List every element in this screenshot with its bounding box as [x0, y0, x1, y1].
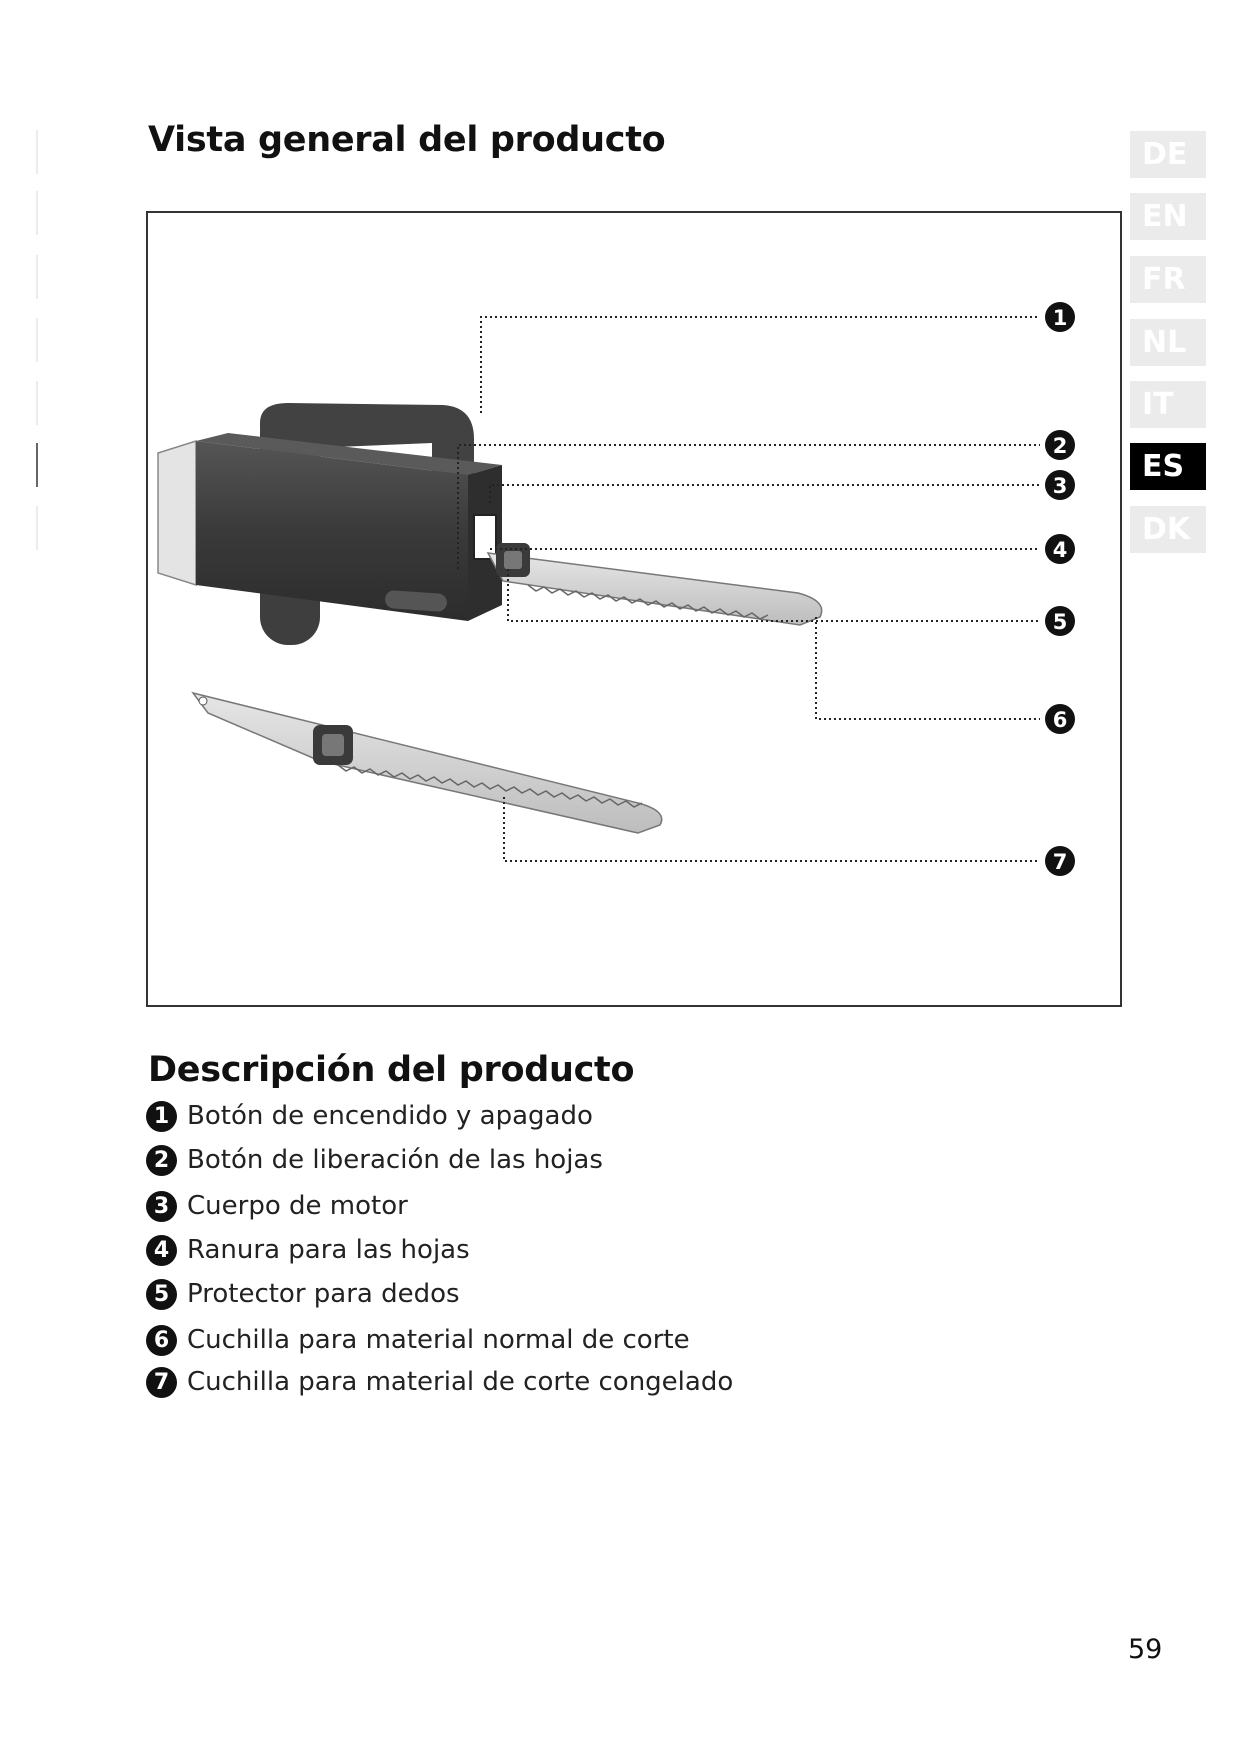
left-mark: [36, 318, 38, 362]
number-badge: 1: [146, 1101, 177, 1132]
left-mark: [36, 506, 38, 550]
list-item: [146, 1322, 690, 1358]
callout-5: [1045, 606, 1075, 636]
lang-tab-it[interactable]: IT: [1130, 381, 1206, 428]
callout-markers: [1045, 302, 1075, 876]
number-badge: 7: [146, 1367, 177, 1398]
section-title: Descripción del producto: [148, 1050, 635, 1090]
callout-2: [1045, 430, 1075, 460]
page-title: Vista general del producto: [148, 120, 666, 160]
list-item: [146, 1098, 593, 1134]
list-item: [146, 1364, 733, 1400]
list-item: [146, 1232, 470, 1268]
product-illustration: [148, 213, 1120, 1005]
list-item: [146, 1142, 603, 1178]
number-badge: 5: [146, 1279, 177, 1310]
callout-4: [1045, 534, 1075, 564]
motor-body: [158, 433, 502, 621]
number-badge: 3: [146, 1191, 177, 1222]
svg-text:1: 1: [1052, 306, 1068, 330]
left-mark: [36, 130, 38, 174]
svg-text:2: 2: [1052, 434, 1068, 458]
left-mark-active: [36, 443, 38, 487]
left-mark: [36, 191, 38, 235]
list-item-text: Ranura para las hojas: [187, 1235, 470, 1265]
list-item: [146, 1188, 408, 1224]
callout-1: [1045, 302, 1075, 332]
list-item-text: Cuchilla para material normal de corte: [187, 1325, 690, 1355]
blade-attached: [488, 543, 822, 625]
lang-tab-nl[interactable]: NL: [1130, 319, 1206, 366]
svg-text:5: 5: [1052, 610, 1068, 634]
number-badge: 2: [146, 1145, 177, 1176]
blade-frozen: [193, 693, 662, 833]
svg-text:4: 4: [1052, 538, 1068, 562]
lang-tab-dk[interactable]: DK: [1130, 506, 1206, 553]
svg-text:3: 3: [1052, 474, 1068, 498]
callout-3: [1045, 470, 1075, 500]
list-item-text: Cuchilla para material de corte congelado: [187, 1367, 734, 1397]
list-item-text: Cuerpo de motor: [187, 1191, 408, 1221]
lang-tab-de[interactable]: DE: [1130, 131, 1206, 178]
page-number: 59: [1128, 1634, 1163, 1665]
left-mark: [36, 255, 38, 299]
left-mark: [36, 381, 38, 425]
lang-tab-en[interactable]: EN: [1130, 193, 1206, 240]
callout-6: [1045, 704, 1075, 734]
list-item-text: Botón de liberación de las hojas: [187, 1145, 603, 1175]
lang-tab-fr[interactable]: FR: [1130, 256, 1206, 303]
svg-text:6: 6: [1052, 708, 1068, 732]
number-badge: 4: [146, 1235, 177, 1266]
lang-tab-es[interactable]: ES: [1130, 443, 1206, 490]
list-item: [146, 1276, 460, 1312]
callout-7: [1045, 846, 1075, 876]
product-overview-figure: [146, 211, 1122, 1007]
svg-text:7: 7: [1052, 850, 1068, 874]
list-item-text: Botón de encendido y apagado: [187, 1101, 593, 1131]
list-item-text: Protector para dedos: [187, 1279, 460, 1309]
number-badge: 6: [146, 1325, 177, 1356]
